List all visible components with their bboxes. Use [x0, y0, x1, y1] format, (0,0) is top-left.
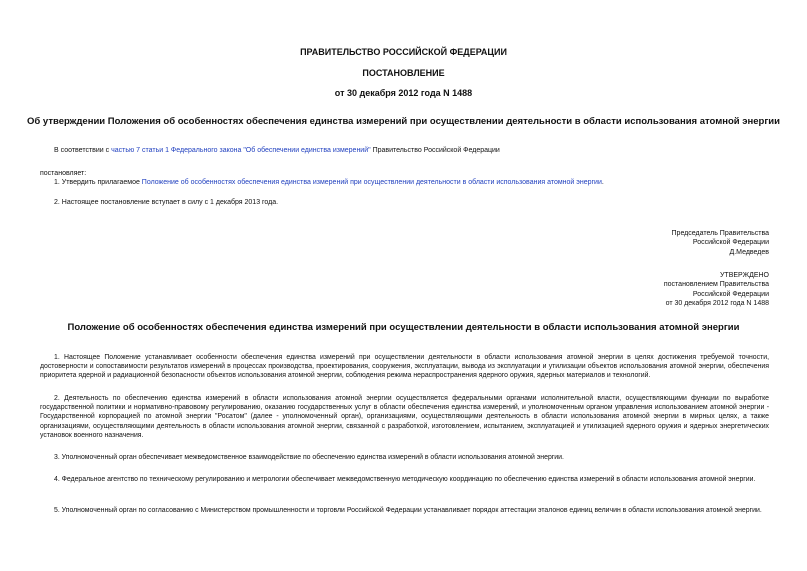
- paragraph-5: 5. Уполномоченный орган по согласованию с Министерством промышленности и торговли Российской Федерации устанавливает порядок аттестации эталонов единиц величин в области использования атомной энергии.: [54, 507, 762, 514]
- approval-block: [664, 271, 769, 309]
- preamble-suffix: Правительство Российской Федерации: [370, 147, 500, 154]
- government-heading: ПРАВИТЕЛЬСТВО РОССИЙСКОЙ ФЕДЕРАЦИИ: [300, 47, 507, 57]
- regulation-title: Положение об особенностях обеспечения единства измерений при осуществлении деятельности в области использования атомной энергии: [67, 322, 740, 333]
- item-1: [54, 178, 604, 187]
- signature-block: [672, 229, 769, 257]
- approval-status: УТВЕРЖДЕНО: [719, 272, 769, 279]
- item-1-prefix: 1. Утвердить прилагаемое: [54, 179, 142, 186]
- item-2: 2. Настоящее постановление вступает в силу с 1 декабря 2013 года.: [54, 199, 279, 206]
- paragraph-1: 1. Настоящее Положение устанавливает особенности обеспечения единства измерений при осуществлении деятельности в области использования атомной энергии в целях достижения требуемой точности, достоверности и сопоставимости результатов измерений в процессах производства, проектирования, сооружения, эксплуатации, вывода из эксплуатации и утилизации объектов использования атомной энергии, обеспечения приоритета ядерной и радиационной безопасности объектов использования атомной энергии, соблюдения режима нераспространения ядерного оружия, ядерных материалов и технологий.: [40, 354, 769, 380]
- item-1-suffix: .: [601, 179, 604, 186]
- document-type-heading: ПОСТАНОВЛЕНИЕ: [362, 68, 445, 78]
- signature-name: Д.Медведев: [729, 248, 769, 256]
- regulation-link[interactable]: Положение об особенностях обеспечения единства измерений при осуществлении деятельности в области использования атомной энергии: [141, 179, 602, 186]
- paragraph-3: 3. Уполномоченный орган обеспечивает межведомственное взаимодействие по обеспечению единства измерений в области использования атомной энергии.: [54, 454, 564, 461]
- signature-country: Российской Федерации: [692, 239, 769, 247]
- approval-country: Российской Федерации: [692, 290, 769, 298]
- preamble: [54, 146, 500, 155]
- document-title: Об утверждении Положения об особенностях обеспечения единства измерений при осуществлении деятельности в области использования атомной энергии: [27, 116, 780, 127]
- approval-date-number: от 30 декабря 2012 года N 1488: [665, 300, 769, 308]
- date-number-heading: от 30 декабря 2012 года N 1488: [334, 88, 473, 98]
- signature-position: Председатель Правительства: [671, 230, 769, 237]
- approval-by: постановлением Правительства: [663, 281, 769, 289]
- federal-law-link[interactable]: частью 7 статьи 1 Федерального закона "Об обеспечении единства измерений": [111, 147, 371, 154]
- paragraph-2: 2. Деятельность по обеспечению единства измерений в области использования атомной энергии осуществляется федеральными органами исполнительной власти, осуществляющими функции по выработке государственной политики и нормативно-правовому регулированию, оказанию государственных услуг в области обеспечения единства измерений, и уполномоченным органом управления использованием атомной энергии - Государственной корпорацией по атомной энергии "Росатом" (далее - уполномоченный орган), организациями, осуществляющими деятельность в области использования атомной энергии в мирных целях, а также организациями, осуществляющими деятельность в области использования атомной энергии, связанной с разработкой, изготовлением, испытанием, эксплуатацией и утилизацией ядерного оружия и ядерных энергетических установок военного назначения.: [40, 395, 769, 439]
- paragraph-4: 4. Федеральное агентство по техническому регулированию и метрологии обеспечивает межведомственную методическую координацию по обеспечению единства измерений в области использования атомной энергии.: [54, 476, 756, 483]
- preamble-prefix: В соответствии с: [54, 147, 112, 154]
- resolves-text: постановляет:: [40, 170, 87, 177]
